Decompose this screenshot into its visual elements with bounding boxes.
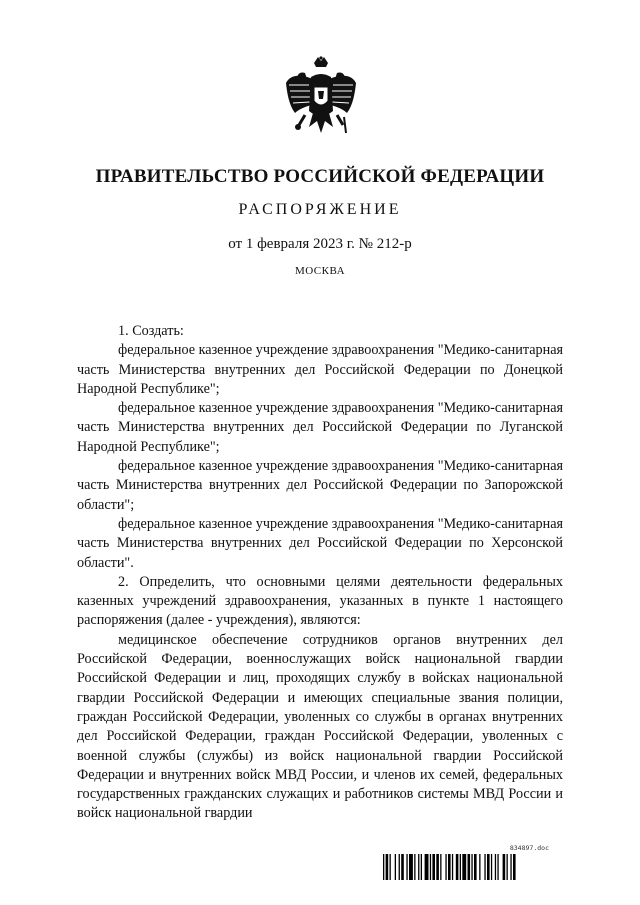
barcode-icon xyxy=(383,854,563,880)
paragraph: 2. Определить, что основными целями деятельности федеральных казенных учреждений здравоохранения, указанных в пункте 1 настоящего распоряжения (далее - учреждения), являются: xyxy=(77,573,563,629)
document-city: МОСКВА xyxy=(294,265,346,277)
government-title: ПРАВИТЕЛЬСТВО РОССИЙСКОЙ ФЕДЕРАЦИИ xyxy=(95,166,545,187)
barcode-number: 834897.doc xyxy=(509,844,549,852)
paragraph: медицинское обеспечение сотрудников органов внутренних дел Российской Федерации, военнослужащих войск национальной гвардии Российской Федерации и лиц, проходящих службу в войсках национальной гвардии Российской Федерации и имеющих специальные звания полиции, граждан Российской Федерации, уволенных со службы в органах внутренних дел Российской Федерации, граждан Российской Федерации, уволенных с военной службы (службы) из войск национальной гвардии Российской Федерации и внутренних войск МВД России, и членов их семей, федеральных государственных гражданских служащих и работников системы МВД России и войск национальной гвардии xyxy=(77,631,563,822)
document-date-number: от 1 февраля 2023 г. № 212-р xyxy=(228,236,412,252)
document-type: РАСПОРЯЖЕНИЕ xyxy=(238,201,402,218)
paragraph: федеральное казенное учреждение здравоохранения "Медико-санитарная часть Министерства внутренних дел Российской Федерации по Луганской Народной Республике"; xyxy=(77,400,564,455)
paragraph: федеральное казенное учреждение здравоохранения "Медико-санитарная часть Министерства внутренних дел Российской Федерации по Донецкой Народной Республике"; xyxy=(77,342,564,397)
barcode-block xyxy=(383,844,563,880)
paragraph: федеральное казенное учреждение здравоохранения "Медико-санитарная часть Министерства внутренних дел Российской Федерации по Запорожской области"; xyxy=(77,458,564,513)
coat-of-arms-icon xyxy=(283,55,359,151)
document-body xyxy=(77,322,563,824)
paragraph: 1. Создать: xyxy=(118,323,184,339)
paragraph: федеральное казенное учреждение здравоохранения "Медико-санитарная часть Министерства внутренних дел Российской Федерации по Херсонской области". xyxy=(77,515,564,571)
